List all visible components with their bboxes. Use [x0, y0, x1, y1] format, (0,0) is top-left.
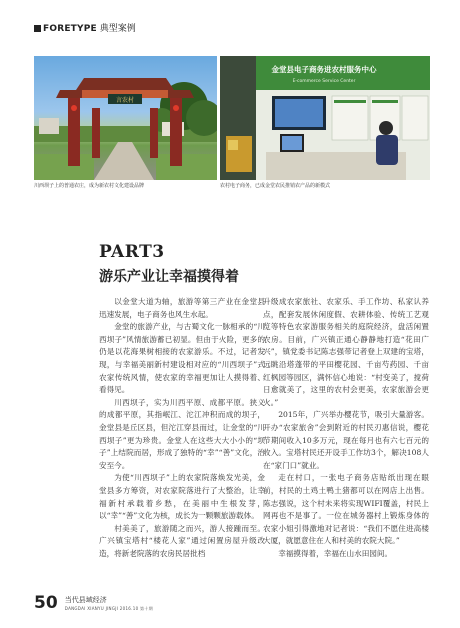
page-footer — [34, 593, 153, 613]
part-label: PART3 — [99, 242, 165, 262]
page-number: 50 — [34, 593, 58, 613]
section-english: FORETYPE — [43, 24, 97, 34]
magazine-issue: DANGDAI XIANYU JINGJI 2016.10 第十期 — [64, 606, 153, 611]
article-title: 游乐产业让幸福摸得着 — [99, 269, 239, 285]
center-sign-title: 金堂县电子商务进农村服务中心 — [271, 65, 377, 74]
magazine-name: 当代县域经济 — [64, 596, 107, 604]
paragraph: 2015年，广兴举办樱花节，吸引大量游客。开办“农家旅舍”会到附近的村民刃惠信说，樱花节期间收入10多万元，现在每月也有六七百元的收入。宝塔村民还开设手工作坊3个，解决108人在“家门口”就业。 — [263, 410, 429, 470]
square-bullet-icon — [34, 25, 41, 32]
section-chinese: 典型案例 — [99, 24, 136, 34]
magazine-block — [65, 596, 153, 613]
center-sign-subtitle: E-commerce Service Center — [292, 79, 356, 84]
ecommerce-center-photo — [220, 56, 430, 180]
gate-plaque-text: 言农村 — [115, 97, 135, 104]
paragraph: 川西坝子，实为川西平原、成都平原。狭义的成都平原，其指岷江、沱江冲积而成的坝子，金堂县是丘区县，但沱江穿县而过，让金堂的“川西坝子”更为珍贵。金堂人在这些大大小小的“坝子”上结院而居，形成了独特的“幸”“善”文化，治安至今。 — [99, 397, 265, 470]
paragraph: 幸福摸得着，幸福在山水田园间。 — [278, 548, 393, 558]
left-text-column — [99, 296, 265, 560]
village-gate-photo — [34, 56, 217, 180]
paragraph: 以金堂大道为轴，旅游等第三产业在金堂县迅速发展，电子商务也风生水起。 — [99, 297, 265, 319]
ecommerce-center-illustration — [220, 56, 430, 180]
right-text-column — [263, 296, 429, 560]
paragraph: 为使“川西坝子”上的农家院落焕发光美，金堂县多方筹资，对农家院落进行了大整治，让幸福新村承载着乡愁，在美丽中生根发芽，以“幸”“善”文化为核，成长为一颗颗旅游载体。 — [99, 473, 265, 521]
paragraph: 金堂的旅游产业，与古蜀文化一脉相承的“川西坝子”风情旅游蓄已初显。但由于火险，更多的仍是以花海果树相接的农家游乐。不过，记者发现，与幸福美丽新村建设相对应的“川西坝子”式农家传统风情，使农家的幸福更加让人摸得着、看得见。 — [99, 322, 265, 395]
paragraph: 升级成农家旅社、农家乐、手工作坊、私家认养点，配套发展休闲度假、农耕体验、传统工艺观览等特色农家游服务相关的庭院经济，盘活闲置农房。目前，广兴镇正通心静静地打造“花田广兴”，镇党委书记陈志强带记者登上双建的宝塔，远眺沿塔蓬带的平田樱花园、千亩芍药园、千亩红枫园等园区，满怀信心地说：“村变美了，搅荷日愈就美了，这里的农村会更美，农家旅游会更火。” — [263, 297, 429, 407]
paragraph: 村美美了，旅游随之而兴，游人接踵而至。广兴镇宝塔村“楼花人家”通过闲置房屋升级改造，将新老院落的农房民居批档 — [99, 523, 265, 558]
photo-caption-right: 农村电子商务，已成金堂农民推销农产品的新模式 — [220, 183, 331, 189]
photo-caption-left: 川西坝子上的普通农庄，成为新农村文化建设品牌 — [34, 183, 145, 189]
paragraph: 走在村口，一张电子商务店贴纸出现在眼前，村民的土鸡土鸭土猪都可以在网店上出售。陈志强说，这个村未来将实现WIFI覆盖，村民上网再也不是事了。一位在城务器村上锻炼身体的农家小姐引得激地对记者说：“我们不愿住进高楼大厦，就愿意住在人和村美的农院大院。” — [263, 473, 429, 546]
section-header — [34, 21, 136, 34]
village-gate-illustration — [34, 56, 217, 180]
